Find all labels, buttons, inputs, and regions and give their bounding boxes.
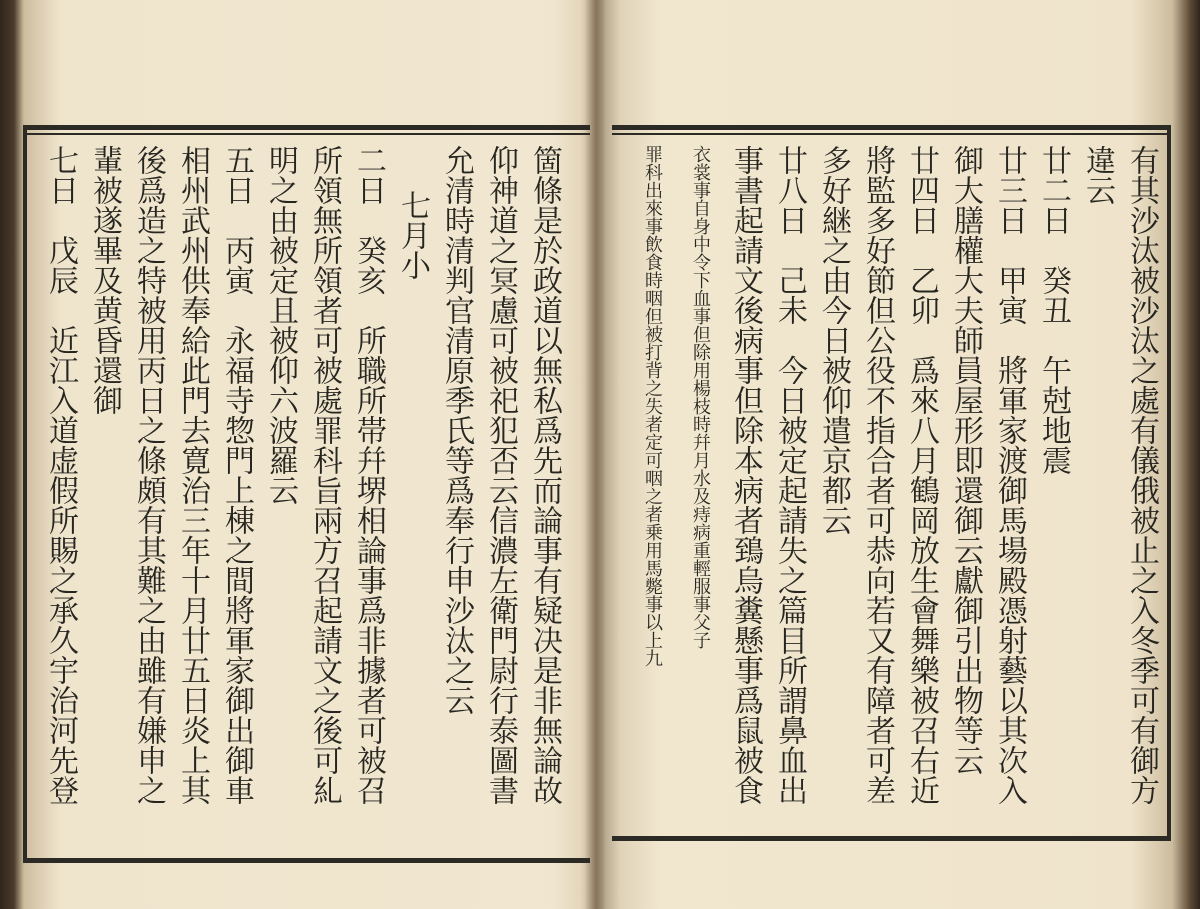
left-col-7: 明之由被定且被仰六波羅云	[263, 145, 298, 505]
left-page	[0, 0, 597, 909]
right-col-9: 廿八日 己未 今日被定起請失之篇目所謂鼻血出	[772, 145, 807, 805]
right-col-4: 廿三日 甲寅 將軍家渡御馬場殿憑射藝以其次入	[992, 145, 1027, 805]
left-col-12: 七日 戊辰 近江入道虚假所賜之承久宇治河先登	[43, 145, 78, 805]
right-col-3: 廿二日 癸丑 午尅地震	[1036, 145, 1071, 475]
right-col-6: 廿四日 乙卯 爲來八月鶴岡放生會舞樂被召右近	[904, 145, 939, 805]
left-col-9: 相州武州供奉給此門去寛治三年十月廿五日炎上其	[175, 145, 210, 805]
right-col-11: 衣裳事自身中令下血事但除用楊枝時幷月水及痔病重輕服事父子	[690, 145, 711, 649]
right-col-12: 罪科出來事飲食時咽但被打背之失者定可咽之者乗用馬斃事以上九	[642, 145, 663, 667]
left-col-8: 五日 丙寅 永福寺惣門上棟之間將軍家御出御車	[219, 145, 254, 805]
right-frame-outer-side	[1167, 125, 1171, 841]
right-page	[597, 0, 1200, 909]
left-frame-bottom	[25, 858, 590, 863]
left-col-11: 輩被遂畢及黄昏還御	[87, 145, 122, 415]
right-col-8: 多好継之由今日被仰遣京都云	[816, 145, 851, 535]
left-col-3: 允清時清判官清原季氏等爲奉行申沙汰之云	[439, 145, 474, 715]
left-col-5: 二日 癸亥 所職所帯幷堺相論事爲非據者可被召	[351, 145, 386, 805]
right-col-10: 事書起請文後病事但除本病者鵄烏糞懸事爲鼠被食	[728, 145, 763, 805]
left-frame-top	[25, 125, 590, 130]
right-frame-top	[612, 125, 1170, 130]
left-col-6: 所領無所領者可被處罪科旨兩方召起請文之後可糺	[307, 145, 342, 805]
left-col-10: 後爲造之特被用丙日之條頗有其難之由雖有嫌申之	[131, 145, 166, 805]
right-col-5: 御大膳權大夫師員屋形即還御云獻御引出物等云	[948, 145, 983, 775]
left-col-1: 箇條是於政道以無私爲先而論事有疑决是非無論故	[527, 145, 562, 805]
left-col-4-month-heading: 七月小	[395, 190, 430, 280]
right-col-1: 有其沙汰被沙汰之處有儀俄被止之入冬季可有御方	[1124, 145, 1159, 805]
right-frame-top-inner	[612, 133, 1170, 135]
right-col-7: 將監多好節但公役不指合者可恭向若又有障者可差	[860, 145, 895, 805]
left-col-2: 仰神道之冥慮可被祀犯否云信濃左衛門尉行泰圖書	[483, 145, 518, 805]
right-col-2: 違云	[1080, 145, 1115, 205]
left-frame-top-inner	[25, 133, 590, 135]
left-frame-outer-side	[23, 125, 27, 863]
right-frame-bottom	[612, 836, 1170, 841]
